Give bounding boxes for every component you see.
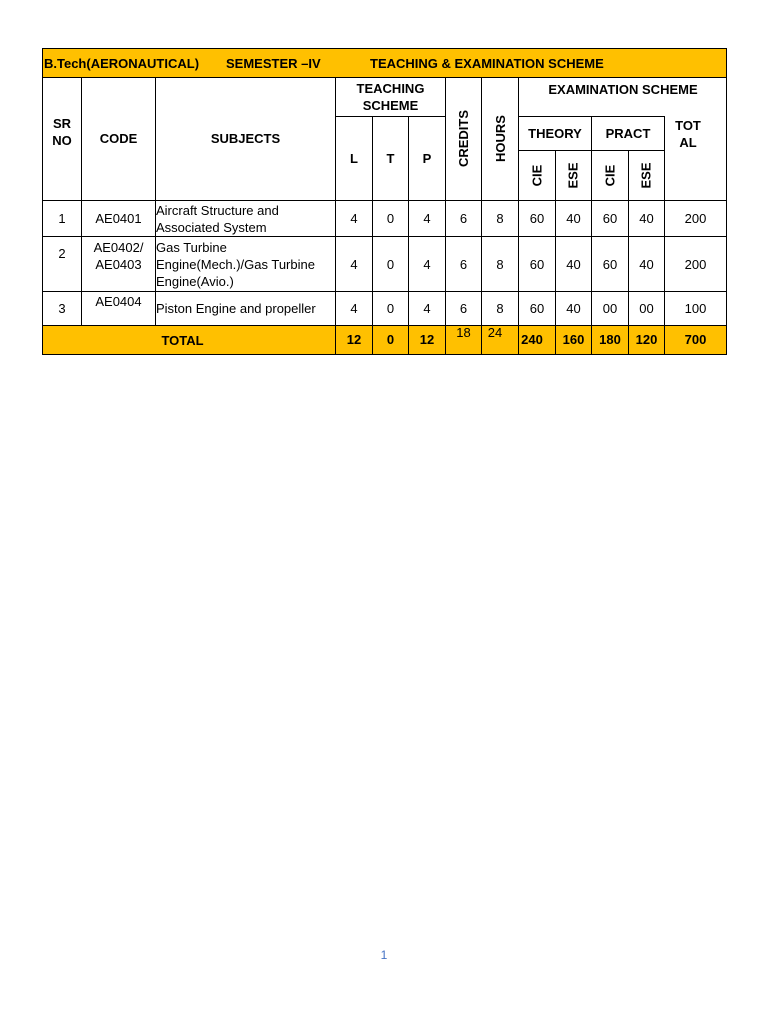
row2-theory-cie: 60 — [529, 256, 545, 272]
row3-pract-cie: 00 — [602, 301, 618, 316]
row2-subject: Gas Turbine Engine(Mech.)/Gas Turbine Engine(Avio.) — [156, 239, 315, 289]
total-label: TOTAL — [161, 332, 204, 348]
header-theory-cie-cell — [519, 151, 555, 200]
row2-credits: 6 — [459, 256, 468, 272]
total-hours: 24 — [487, 324, 503, 340]
row3-theory-ese: 40 — [566, 301, 581, 316]
row3-hours: 8 — [496, 301, 504, 316]
scheme-table — [42, 48, 727, 355]
total-theory-ese: 160 — [562, 331, 585, 347]
row1-total: 200 — [684, 211, 707, 226]
header-pract-cie: CIE — [602, 164, 618, 187]
header-hours: HOURS — [492, 115, 508, 162]
header-l: L — [350, 151, 358, 166]
total-credits: 18 — [456, 324, 471, 340]
row1-subject: Aircraft Structure and Associated System — [156, 202, 279, 235]
header-total: TOT AL — [675, 118, 701, 150]
row1-l: 4 — [350, 211, 358, 226]
row1-pract-ese: 40 — [639, 211, 654, 226]
row2-p: 4 — [423, 256, 431, 272]
row1-theory-cie: 60 — [529, 211, 545, 226]
total-pract-cie: 180 — [599, 331, 621, 347]
row1-code: AE0401 — [95, 211, 142, 226]
row1-t: 0 — [386, 211, 395, 226]
row1-credits: 6 — [459, 211, 468, 226]
row2-pract-cie: 60 — [602, 256, 618, 272]
header-theory-cie: CIE — [529, 164, 545, 187]
row2-code: AE0402/ AE0403 — [93, 240, 144, 272]
header-teaching-scheme: TEACHING SCHEME — [356, 81, 425, 113]
row2-t: 0 — [386, 256, 395, 272]
header-subjects: SUBJECTS — [210, 131, 281, 146]
row3-code: AE0404 — [95, 293, 142, 309]
header-credits: CREDITS — [456, 109, 471, 168]
header-sr-no: SR NO — [52, 116, 72, 148]
header-hours-cell — [482, 77, 518, 200]
row2-theory-ese: 40 — [566, 256, 581, 272]
row3-p: 4 — [423, 301, 431, 316]
row2-sr: 2 — [58, 245, 66, 261]
row3-l: 4 — [350, 301, 358, 316]
page-number: 1 — [380, 948, 388, 962]
total-l: 12 — [346, 331, 362, 347]
total-theory-cie: 240 — [521, 331, 543, 347]
row2-l: 4 — [350, 256, 358, 272]
header-theory-ese: ESE — [565, 162, 581, 189]
header-code: CODE — [99, 131, 138, 146]
row3-theory-cie: 60 — [529, 301, 545, 316]
header-pract-ese: ESE — [638, 162, 654, 189]
total-t: 0 — [386, 331, 395, 347]
row3-subject: Piston Engine and propeller — [156, 301, 316, 316]
row1-sr: 1 — [58, 211, 66, 226]
semester-title: SEMESTER –IV — [226, 55, 321, 71]
header-theory-ese-cell — [556, 151, 591, 200]
header-pract-ese-cell — [629, 151, 664, 200]
row2-total: 200 — [684, 256, 707, 272]
row3-t: 0 — [386, 301, 395, 316]
row1-hours: 8 — [496, 211, 504, 226]
header-pract: PRACT — [605, 126, 651, 141]
row1-p: 4 — [423, 211, 431, 226]
row2-pract-ese: 40 — [639, 256, 654, 272]
total-total: 700 — [684, 331, 707, 347]
row3-credits: 6 — [459, 301, 468, 316]
row1-theory-ese: 40 — [566, 211, 581, 226]
row2-hours: 8 — [496, 256, 504, 272]
header-t: T — [386, 151, 395, 166]
row1-pract-cie: 60 — [602, 211, 618, 226]
header-p: P — [422, 151, 432, 166]
total-p: 12 — [419, 331, 435, 347]
header-pract-cie-cell — [592, 151, 628, 200]
program-title: B.Tech(AERONAUTICAL) — [44, 55, 200, 71]
total-pract-ese: 120 — [635, 331, 658, 347]
header-credits-cell — [446, 77, 481, 200]
row3-total: 100 — [684, 301, 707, 316]
row3-sr: 3 — [58, 301, 66, 316]
scheme-title: TEACHING & EXAMINATION SCHEME — [370, 55, 604, 71]
header-examination-scheme: EXAMINATION SCHEME — [548, 81, 698, 97]
header-theory: THEORY — [528, 126, 582, 141]
row3-pract-ese: 00 — [639, 301, 654, 316]
